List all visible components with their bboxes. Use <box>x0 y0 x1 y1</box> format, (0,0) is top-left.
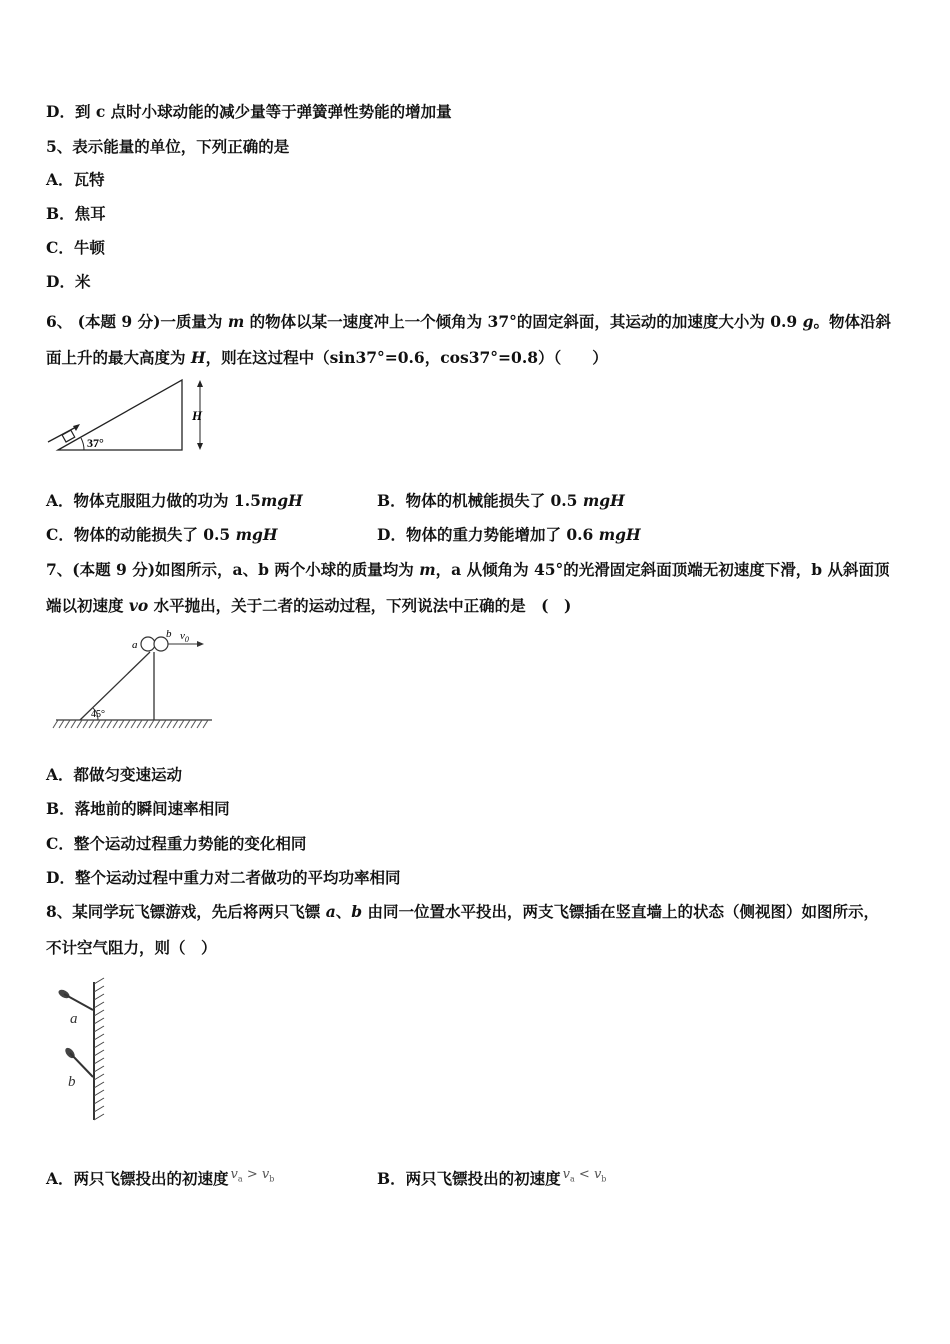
q5-option-d: D．米 <box>46 272 91 291</box>
darts-wall-figure <box>48 978 118 1126</box>
ball-a-label: a <box>132 639 138 651</box>
q6-option-a: A．物体克服阻力做的功为 1.5mgH <box>46 491 303 510</box>
q6-option-c: C．物体的动能损失了 0.5 mgH <box>46 525 278 544</box>
q5-stem: 5、表示能量的单位，下列正确的是 <box>46 137 290 156</box>
q7-stem-line1: 7、(本题 9 分)如图所示，a、b 两个小球的质量均为 m，a 从倾角为 45°的光滑固定斜面顶端无初速度下滑，b 从斜面顶 <box>46 560 890 579</box>
v0-label: $v_0$ <box>180 630 189 644</box>
q5-option-b: B．焦耳 <box>46 204 106 223</box>
q6-option-d: D．物体的重力势能增加了 0.6 mgH <box>377 525 641 544</box>
q5-option-c: C．牛顿 <box>46 238 105 257</box>
q7-option-b: B．落地前的瞬间速率相同 <box>46 799 230 818</box>
dart-a-label: a <box>70 1011 78 1027</box>
incline-37-figure <box>44 376 214 456</box>
q4-option-d: D．到 c 点时小球动能的减少量等于弹簧弹性势能的增加量 <box>46 102 452 121</box>
q5-option-a: A．瓦特 <box>46 170 105 189</box>
q7-option-a: A．都做匀变速运动 <box>46 765 183 784</box>
incline-45-figure <box>52 628 217 734</box>
q6-stem-line1: 6、 (本题 9 分)一质量为 m 的物体以某一速度冲上一个倾角为 37°的固定斜面，其运动的加速度大小为 0.9 g。物体沿斜 <box>46 312 891 331</box>
incline-angle-45-label: 45° <box>91 709 105 720</box>
q7-option-d: D．整个运动过程中重力对二者做功的平均功率相同 <box>46 868 401 887</box>
q7-stem-line2: 端以初速度 vo 水平抛出，关于二者的运动过程，下列说法中正确的是 ( ) <box>46 596 572 615</box>
q8-stem-line1: 8、某同学玩飞镖游戏，先后将两只飞镖 a、b 由同一位置水平投出，两支飞镖插在竖直墙上的状态（侧视图）如图所示， <box>46 902 879 921</box>
q7-option-c: C．整个运动过程重力势能的变化相同 <box>46 834 307 853</box>
q6-option-b: B．物体的机械能损失了 0.5 mgH <box>377 491 625 510</box>
q8-option-a: A．两只飞镖投出的初速度 $^{v_a > v_b}$ <box>46 1167 275 1188</box>
dart-b-label: b <box>68 1074 76 1090</box>
incline-angle-label: 37° <box>87 436 104 450</box>
q6-stem-line2: 面上升的最大高度为 H，则在这过程中（sin37°=0.6，cos37°=0.8）（ ） <box>46 348 608 367</box>
q8-option-b: B．两只飞镖投出的初速度 $^{v_a < v_b}$ <box>377 1167 607 1188</box>
q8-stem-line2: 不计空气阻力，则（ ） <box>46 938 217 957</box>
height-label: H <box>192 408 203 423</box>
ball-b-label: b <box>166 628 172 640</box>
